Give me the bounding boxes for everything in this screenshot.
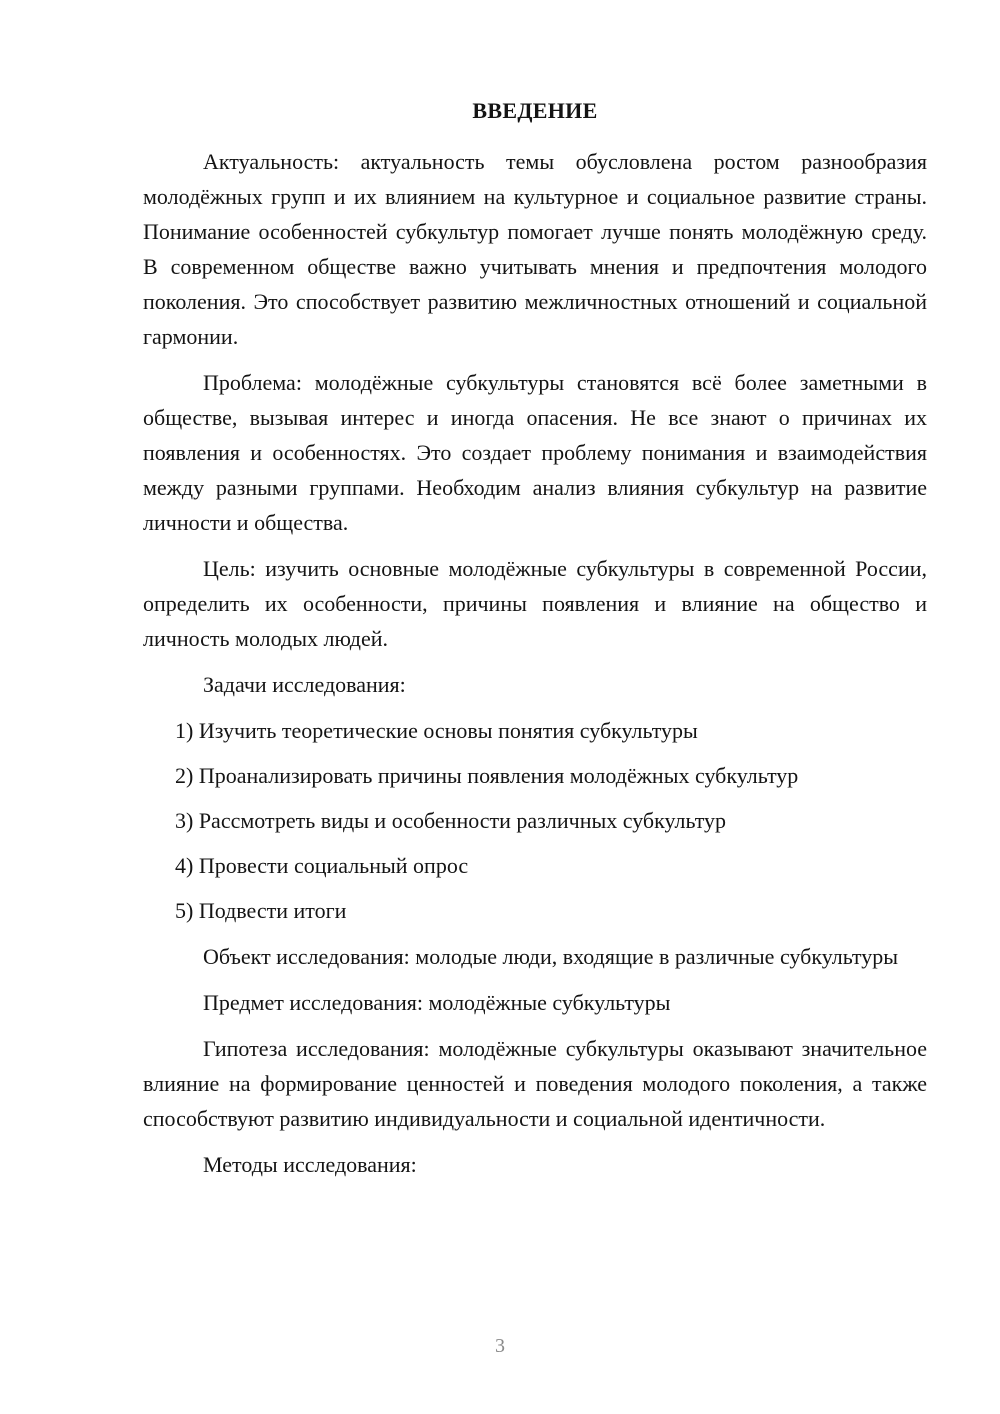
list-item: 1) Изучить теоретические основы понятия субкультуры — [175, 718, 698, 743]
section-heading: ВВЕДЕНИЕ — [472, 98, 598, 123]
paragraph-object: Объект исследования: молодые люди, входящие в различные субкультуры — [203, 944, 899, 969]
tasks-list — [143, 713, 927, 928]
paragraph-goal: Цель: изучить основные молодёжные субкультуры в современной России, определить их особенности, причины появления и влияние на общество и личность молодых людей. — [143, 556, 927, 651]
paragraph-methods-title: Методы исследования: — [203, 1152, 417, 1177]
document-page — [143, 96, 927, 1193]
paragraph-subject: Предмет исследования: молодёжные субкультуры — [203, 990, 671, 1015]
list-item: 2) Проанализировать причины появления молодёжных субкультур — [175, 763, 799, 788]
list-item: 5) Подвести итоги — [175, 898, 347, 923]
paragraph-relevance: Актуальность: актуальность темы обусловлена ростом разнообразия молодёжных групп и их влиянием на культурное и социальное развитие страны. Понимание особенностей субкультур помогает лучше понять молодёжную среду. В современном обществе важно учитывать мнения и предпочтения молодого поколения. Это способствует развитию межличностных отношений и социальной гармонии. — [143, 149, 927, 349]
page-number: 3 — [495, 1335, 505, 1357]
list-item: 3) Рассмотреть виды и особенности различных субкультур — [175, 808, 727, 833]
paragraph-problem: Проблема: молодёжные субкультуры становятся всё более заметными в обществе, вызывая интерес и иногда опасения. Не все знают о причинах их появления и особенностях. Это создает проблему понимания и взаимодействия между разными группами. Необходим анализ влияния субкультур на развитие личности и общества. — [143, 370, 927, 535]
paragraph-tasks-title: Задачи исследования: — [203, 672, 406, 697]
paragraph-hypothesis: Гипотеза исследования: молодёжные субкультуры оказывают значительное влияние на формирование ценностей и поведения молодого поколения, а также способствуют развитию индивидуальности и социальной идентичности. — [143, 1036, 927, 1131]
list-item: 4) Провести социальный опрос — [175, 853, 469, 878]
